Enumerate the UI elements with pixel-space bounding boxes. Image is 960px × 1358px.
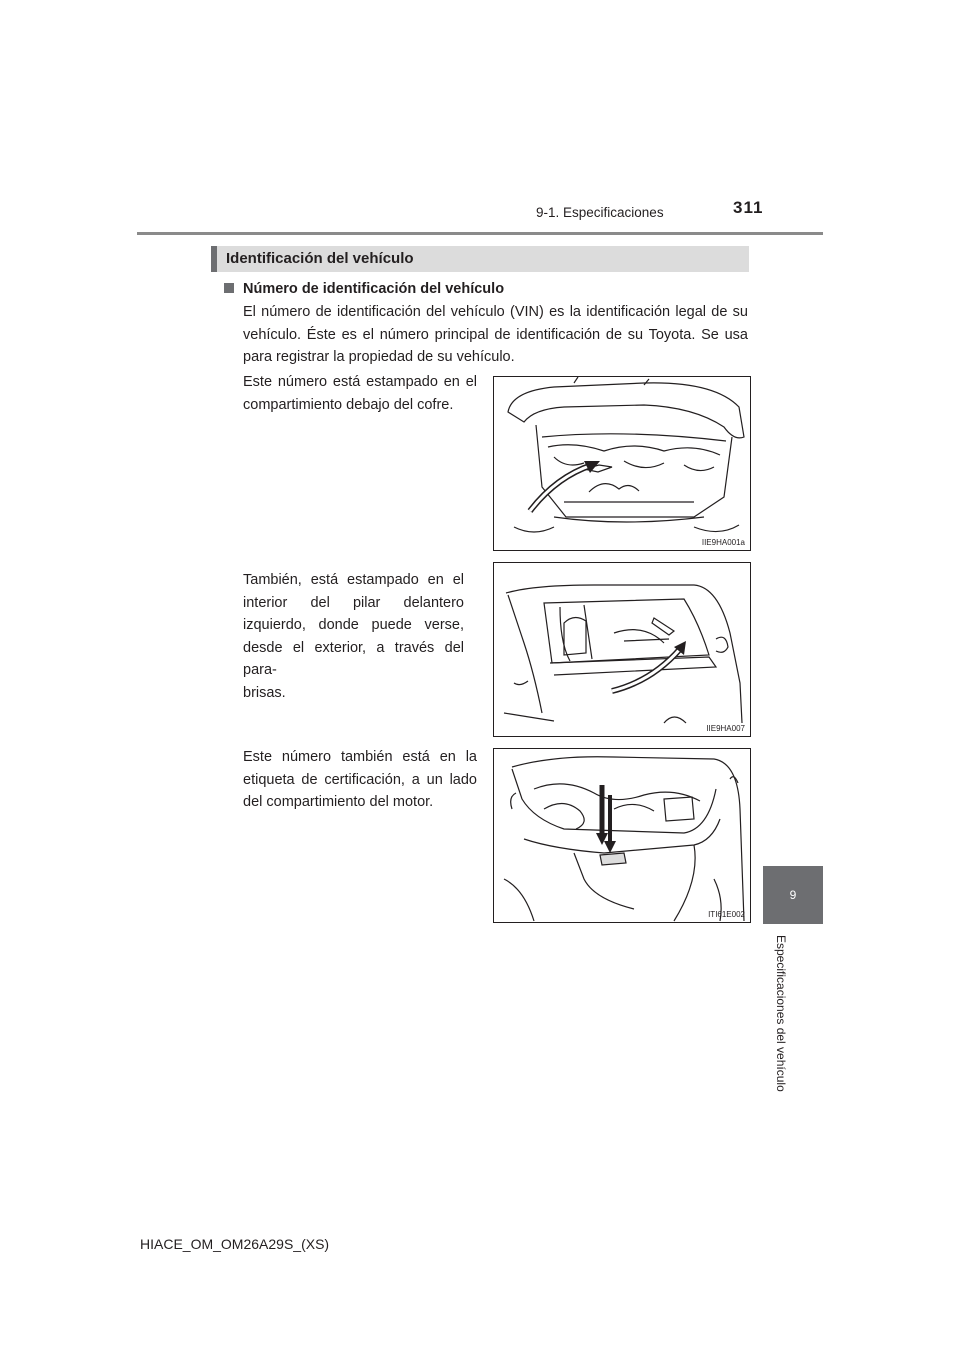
location-paragraph-3: Este número también está en la etiqueta de certificación, a un lado del compartimiento del motor. [243, 749, 477, 810]
hood-compartment-illustration-icon [494, 377, 750, 550]
title-accent [211, 246, 217, 272]
figure-code-1: IIE9HA001a [701, 538, 745, 547]
figure-code-2: IIE9HA007 [706, 724, 745, 733]
document-code-footer: HIACE_OM_OM26A29S_(XS) [140, 1236, 330, 1252]
figure-hood-compartment [493, 376, 751, 551]
figure-code-3: ITI61E002 [708, 910, 745, 919]
engine-compartment-label-illustration-icon [494, 749, 750, 922]
location-paragraph-1: Este número está estampado en el compartimiento debajo del cofre. [243, 374, 477, 413]
chapter-label-container [766, 935, 790, 1105]
subsection-heading [224, 281, 504, 297]
figure-engine-compartment [493, 748, 751, 923]
figure-windshield-pillar [493, 562, 751, 737]
page-number: 311 [733, 198, 764, 217]
section-title-bar [211, 246, 749, 272]
windshield-pillar-illustration-icon [494, 563, 750, 736]
header-section-title: 9-1. Especificaciones [536, 205, 664, 220]
section-title: Identificación del vehículo [226, 250, 414, 267]
intro-paragraph: El número de identificación del vehículo (VIN) es la identificación legal de su vehículo. Éste es el número principal de identificación de su Toyota. Se usa para registrar la propiedad de su vehículo. [243, 304, 748, 365]
chapter-tab [763, 866, 823, 924]
header-divider [137, 232, 823, 235]
chapter-number: 9 [789, 888, 797, 902]
location-paragraph-2 [243, 569, 464, 704]
location-paragraph-2-main: También, está estampado en el interior del pilar delantero izquierdo, donde puede verse, desde el exterior, a través del para- [243, 572, 464, 678]
chapter-label: Especificaciones del vehículo [774, 935, 788, 1092]
square-bullet-icon [224, 283, 234, 293]
location-paragraph-2-last: brisas. [243, 684, 286, 701]
subsection-title: Número de identificación del vehículo [243, 281, 505, 297]
